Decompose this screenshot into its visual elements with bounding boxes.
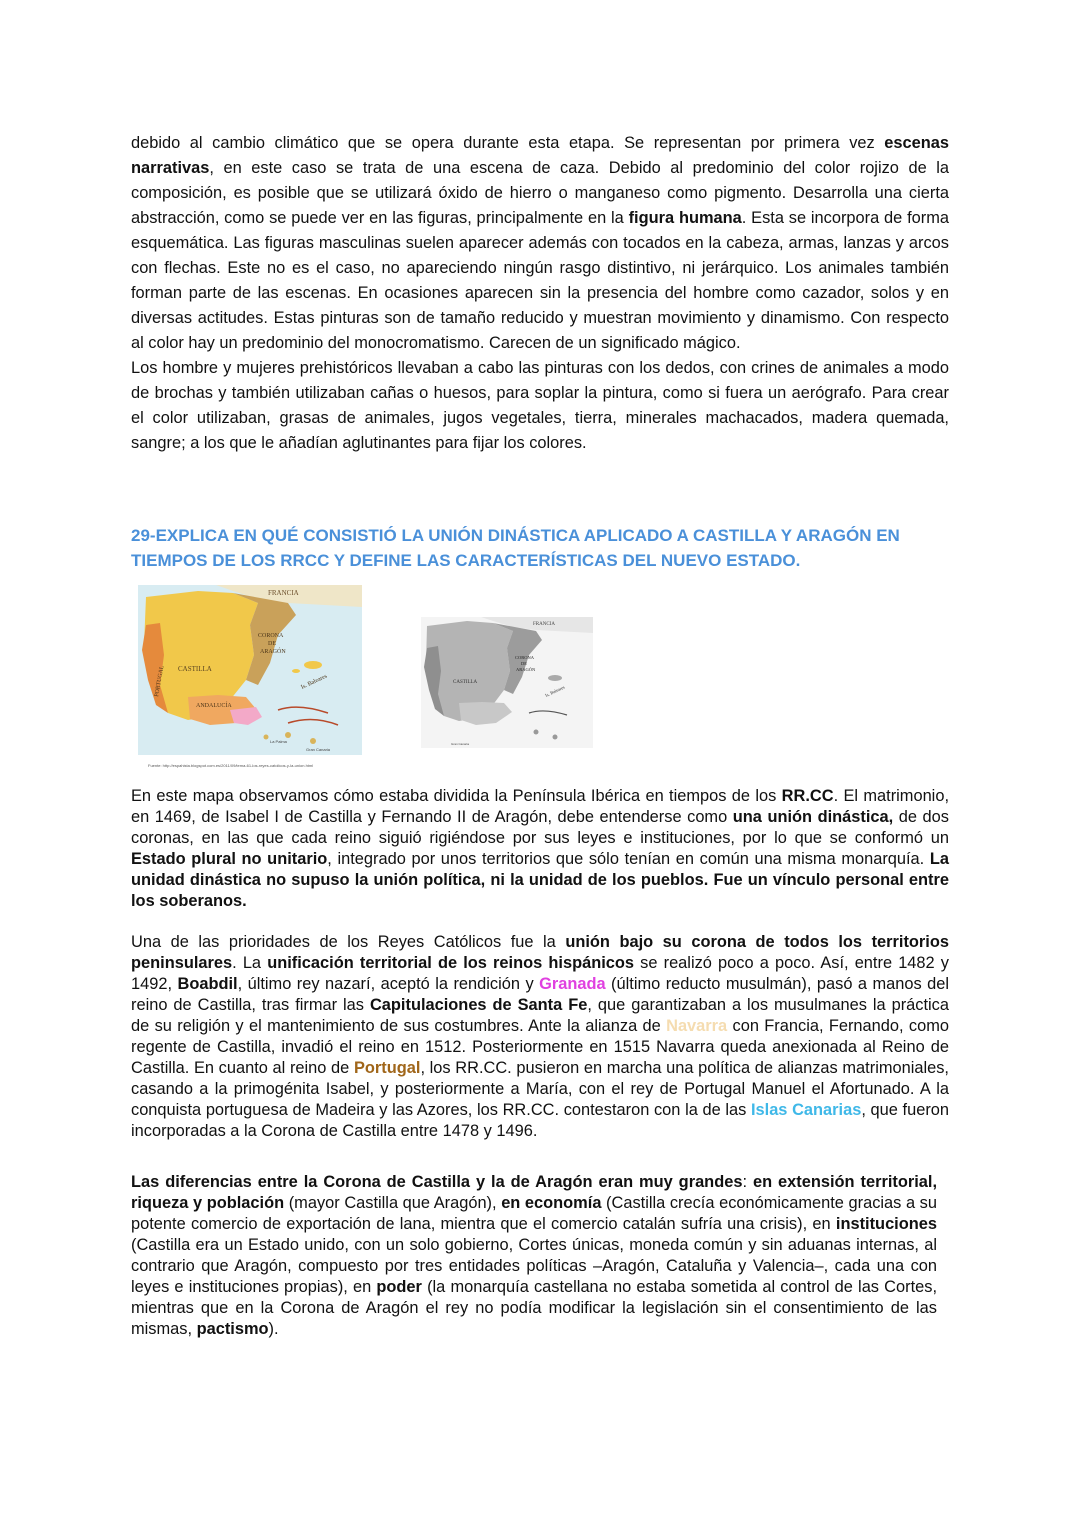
svg-text:Gran Canaria: Gran Canaria [451, 742, 470, 746]
svg-text:ARAGÓN: ARAGÓN [260, 649, 286, 655]
svg-text:La Palma: La Palma [270, 739, 287, 744]
svg-text:CORONA: CORONA [515, 655, 535, 660]
highlight-granada: Granada [539, 975, 606, 993]
svg-text:FRANCIA: FRANCIA [268, 589, 299, 597]
svg-text:CASTILLA: CASTILLA [453, 680, 478, 685]
paragraph-crown-differences: Las diferencias entre la Corona de Castilla y la de Aragón eran muy grandes: en extensión territorial, riqueza y población (mayor Castilla que Aragón), en economía (Castilla crecía económicamente gracias a su potente comercio de exportación de lana, mientra que el comercio catalán sufría una crisis), en instituciones (Castilla era un Estado unido, con un solo gobierno, Cortes únicas, moneda común y sin aduanas internas, al contrario que Aragón, compuesto por tres entidades políticas –Aragón, Cataluña y Valencia–, cada una con leyes e instituciones propias), en poder (la monarquía castellana no estaba sometida al control de las Cortes, mientras que en la Corona de Aragón el rey no podía modificar la legislación sin el consentimiento de las mismas, pactismo). [131, 1173, 938, 1338]
svg-text:CORONA: CORONA [258, 633, 284, 639]
map-color-image [138, 585, 362, 755]
question-heading: 29-EXPLICA EN QUÉ CONSISTIÓ LA UNIÓN DINÁSTICA APLICADO A CASTILLA Y ARAGÓN EN TIEMPOS DE LOS RRCC Y DEFINE LAS CARACTERÍSTICAS DEL NUEVO ESTADO. [131, 526, 900, 570]
highlight-islas-canarias: Islas Canarias [750, 1101, 862, 1119]
highlight-navarra: Navarra [666, 1017, 728, 1035]
svg-text:PORTUGAL: PORTUGAL [154, 665, 166, 698]
map-source-caption: Fuente: http://espahista.blogspot.com.es/2011/09/tema-61-los-reyes-catolicos-y-la-union.html [148, 763, 314, 768]
intro-paragraph-2: Los hombre y mujeres prehistóricos llevaban a cabo las pinturas con los dedos, con crines de animales a modo de brochas y también utilizaban cañas o huesos, para soplar la pintura, como si fuera un aerógrafo. Para crear el color utilizaban, grasas de animales, jugos vegetales, tierra, minerales machacados, madera quemada, sangre; a los que le añadían aglutinantes para fijar los colores. [131, 359, 949, 452]
svg-text:CASTILLA: CASTILLA [178, 665, 212, 673]
paragraph-map-description: En este mapa observamos cómo estaba dividida la Península Ibérica en tiempos de los RR.CC. El matrimonio, en 1469, de Isabel I de Castilla y Fernando II de Aragón, debe entenderse como una unión dinástica, de dos coronas, en las que cada reino siguió rigiéndose por sus leyes e instituciones, por lo que se conformó un Estado plural no unitario, integrado por unos territorios que sólo tenían en común una misma monarquía. La unidad dinástica no supuso la unión política, ni la unidad de los pueblos. Fue un vínculo personal entre los soberanos. [131, 787, 950, 910]
svg-text:ARAGÓN: ARAGÓN [516, 667, 536, 672]
svg-text:Gran Canaria: Gran Canaria [306, 747, 331, 752]
svg-text:Is. Baleares: Is. Baleares [300, 673, 329, 691]
svg-text:DE: DE [521, 661, 527, 666]
svg-text:Is. Baleares: Is. Baleares [544, 684, 566, 698]
svg-text:FRANCIA: FRANCIA [533, 622, 555, 627]
highlight-portugal: Portugal [353, 1059, 421, 1077]
intro-text [131, 131, 949, 456]
intro-paragraph-1: debido al cambio climático que se opera durante esta etapa. Se representan por primera vez escenas narrativas, en este caso se trata de una escena de caza. Debido al predominio del color rojizo de la composición, es posible que se utilizará óxido de hierro o manganeso como pigmento. Desarrolla una cierta abstracción, como se puede ver en las figuras, principalmente en la figura humana. Esta se incorpora de forma esquemática. Las figuras masculinas suelen aparecer además con tocados en la cabeza, armas, lanzas y arcos con flechas. Este no es el caso, no apareciendo ningún rasgo distintivo, ni jerárquico. Los animales también forman parte de las escenas. En ocasiones aparecen sin la presencia del hombre como cazador, solos y en diversas actitudes. Estas pinturas son de tamaño reducido y muestran movimiento y dinamismo. Con respecto al color hay un predominio del monocromatismo. Carecen de un significado mágico. [131, 134, 949, 352]
svg-text:ANDALUCÍA: ANDALUCÍA [196, 703, 232, 709]
paragraph-territorial-union: Una de las prioridades de los Reyes Católicos fue la unión bajo su corona de todos los territorios peninsulares. La unificación territorial de los reinos hispánicos se realizó poco a poco. Así, entre 1482 y 1492, Boabdil, último rey nazarí, aceptó la rendición y Granada (último reducto musulmán), pasó a manos del reino de Castilla, tras firmar las Capitulaciones de Santa Fe, que garantizaban a los musulmanes la práctica de su religión y el mantenimiento de sus costumbres. Ante la alianza de Navarra con Francia, Fernando, como regente de Castilla, invadió el reino en 1512. Posteriormente en 1515 Navarra queda anexionada al Reino de Castilla. En cuanto al reino de Portugal, los RR.CC. pusieron en marcha una política de alianzas matrimoniales, casando a la primogénita Isabel, y posteriormente a María, con el rey de Portugal Manuel el Afortunado. A la conquista portuguesa de Madeira y las Azores, los RR.CC. contestaron con la de las Islas Canarias, que fueron incorporadas a la Corona de Castilla entre 1478 y 1496. [131, 933, 950, 1140]
svg-text:DE: DE [268, 641, 276, 647]
map-grayscale-image [421, 617, 593, 748]
